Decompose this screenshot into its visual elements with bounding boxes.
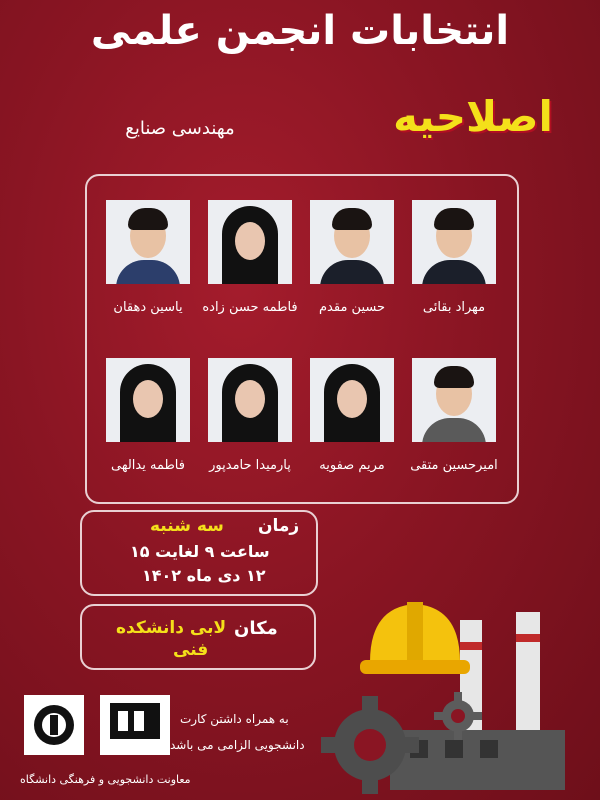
correction-badge: اصلاحیه — [393, 92, 553, 141]
candidate-photo — [310, 358, 394, 442]
candidate-photo — [106, 200, 190, 284]
candidate-name: مهراد بقائی — [422, 300, 486, 315]
hard-hat-icon — [355, 592, 475, 682]
candidate-photo — [412, 200, 496, 284]
candidate-name: پارمیدا حامدپور — [209, 458, 291, 473]
candidate-photo — [208, 358, 292, 442]
candidate-photo — [310, 200, 394, 284]
candidate-name: امیرحسین متقی — [410, 458, 498, 473]
place-value-line1: لابی دانشکده — [116, 618, 227, 638]
footer-text: معاونت دانشجویی و فرهنگی دانشگاه — [20, 773, 191, 786]
candidate-name: حسین مقدم — [319, 300, 385, 315]
candidate-name: فاطمه حسن زاده — [202, 300, 298, 315]
candidate-photo — [412, 358, 496, 442]
small-gear-icon — [430, 688, 486, 744]
candidate-name: یاسین دهقان — [113, 300, 183, 315]
time-day: سه شنبه — [150, 516, 224, 536]
note-line1: به همراه داشتن کارت — [180, 712, 289, 726]
candidate-photo — [208, 200, 292, 284]
note-line2: دانشجویی الزامی می باشد — [170, 738, 305, 752]
time-label: زمان — [258, 516, 300, 536]
candidate-photo — [106, 358, 190, 442]
candidate-name: مریم صفویه — [319, 458, 385, 473]
place-value-line2: فنی — [173, 640, 209, 660]
time-date: ۱۲ دی ماه ۱۴۰۲ — [142, 566, 266, 585]
university-logo — [100, 695, 170, 755]
poster-title: انتخابات انجمن علمی — [90, 8, 510, 54]
place-label: مکان — [234, 618, 278, 639]
time-hours: ساعت ۹ لغایت ۱۵ — [130, 542, 270, 561]
major-label: مهندسی صنایع — [125, 118, 235, 139]
gear-icon — [315, 690, 425, 800]
university-seal-logo — [24, 695, 84, 755]
candidate-name: فاطمه یدالهی — [111, 458, 185, 473]
